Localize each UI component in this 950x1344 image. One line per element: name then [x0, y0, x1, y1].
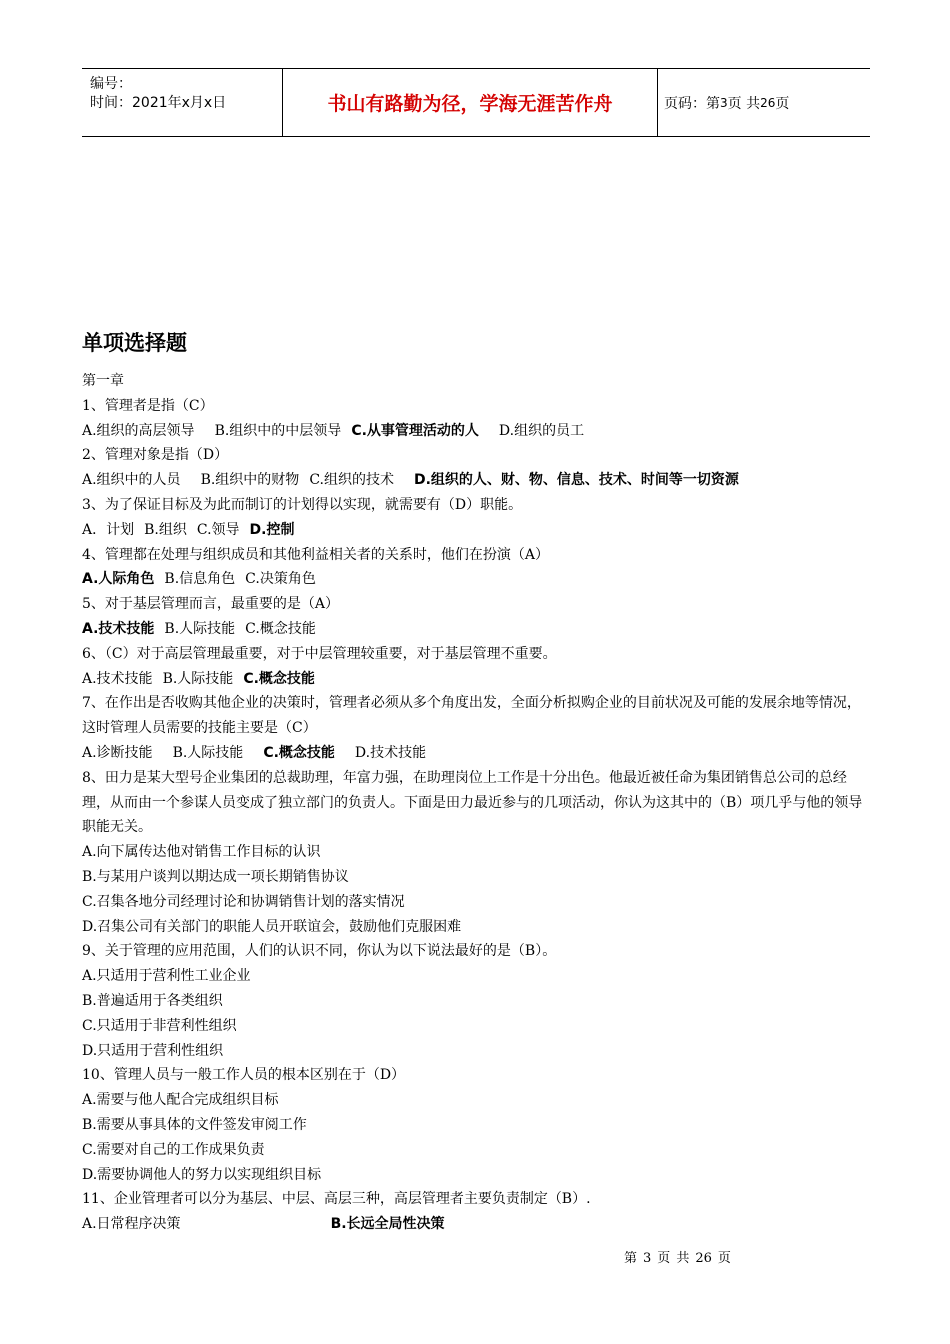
question-10-option-d-answer: D.需要协调他人的努力以实现组织目标 — [82, 1166, 322, 1183]
answer: D.控制 — [249, 521, 295, 538]
answer: C.概念技能 — [263, 744, 335, 761]
question-5-options: A.技术技能 B.人际技能 C.概念技能 — [82, 620, 316, 637]
answer: C.概念技能 — [243, 670, 315, 687]
page-header — [82, 68, 870, 137]
number-label: 编号： — [90, 76, 132, 92]
question-6-stem: 6、（C）对于高层管理最重要，对于中层管理较重要，对于基层管理不重要。 — [82, 645, 557, 662]
answer: A.技术技能 — [82, 620, 155, 637]
question-7-options: A.诊断技能 B.人际技能 C.概念技能 D.技术技能 — [82, 744, 427, 761]
question-1-stem: 1、管理者是指（C） — [82, 397, 214, 414]
question-11-options: A.日常程序决策 B.长远全局性决策 — [82, 1216, 445, 1233]
question-10-option-a: A.需要与他人配合完成组织目标 — [82, 1092, 279, 1109]
page-footer: 第 3 页 共 26 页 — [624, 1251, 731, 1266]
question-9-option-b-answer: B.普遍适用于各类组织 — [82, 992, 223, 1009]
question-8-stem: 8、田力是某大型号企业集团的总裁助理，年富力强，在助理岗位上工作是十分出色。他最近被任命为集团销售总公司的总经理，从而由一个参谋人员变成了独立部门的负责人。下面是田力最近参与的几项活动，你认为这其中的（B）项几乎与他的领导职能无关。 — [82, 769, 863, 836]
question-4-options: A.人际角色 B.信息角色 C.决策角色 — [82, 571, 316, 588]
header-meta — [82, 69, 282, 136]
answer: D.组织的人、财、物、信息、技术、时间等一切资源 — [413, 472, 739, 489]
question-4-stem: 4、管理都在处理与组织成员和其他利益相关者的关系时，他们在扮演（A） — [82, 546, 550, 563]
header-motto: 书山有路勤为径，学海无涯苦作舟 — [282, 69, 658, 136]
question-10-stem: 10、管理人员与一般工作人员的根本区别在于（D） — [82, 1067, 406, 1084]
section-title: 单项选择题 — [82, 331, 187, 355]
question-7-stem: 7、在作出是否收购其他企业的决策时，管理者必须从多个角度出发，全面分析拟购企业的目前状况及可能的发展余地等情况，这时管理人员需要的技能主要是（C） — [82, 695, 861, 737]
question-10-option-b: B.需要从事具体的文件签发审阅工作 — [82, 1116, 307, 1133]
answer: C.从事管理活动的人 — [351, 422, 479, 439]
question-2-options: A.组织中的人员 B.组织中的财物 C.组织的技术 D.组织的人、财、物、信息、技术、时间等一切资源 — [82, 472, 739, 489]
question-10-option-c: C.需要对自己的工作成果负责 — [82, 1141, 265, 1158]
question-9-stem: 9、关于管理的应用范围，人们的认识不同，你认为以下说法最好的是（B）。 — [82, 943, 557, 960]
question-8-option-a: A.向下属传达他对销售工作目标的认识 — [82, 844, 321, 861]
question-8-option-b-answer: B.与某用户谈判以期达成一项长期销售协议 — [82, 868, 349, 885]
question-3-options: A．计划 B.组织 C.领导 D.控制 — [82, 521, 295, 538]
chapter-heading: 第一章 — [82, 373, 124, 389]
header-page-indicator: 页码：第 3 页 共 26 页 — [664, 95, 790, 112]
document-body — [82, 323, 882, 1237]
question-9-option-c: C.只适用于非营利性组织 — [82, 1017, 237, 1034]
answer: A.人际角色 — [82, 571, 155, 588]
question-6-options: A.技术技能 B.人际技能 C.概念技能 — [82, 670, 315, 687]
question-8-option-c: C.召集各地分司经理讨论和协调销售计划的落实情况 — [82, 893, 405, 910]
question-3-stem: 3、为了保证目标及为此而制订的计划得以实现，就需要有（D）职能。 — [82, 496, 523, 513]
time-label: 时间：2021年x月x日 — [90, 95, 227, 111]
question-8-option-d: D.召集公司有关部门的职能人员开联谊会，鼓励他们克服困难 — [82, 918, 462, 935]
question-2-stem: 2、管理对象是指（D） — [82, 447, 229, 464]
question-11-stem: 11、企业管理者可以分为基层、中层、高层三种，高层管理者主要负责制定（B）. — [82, 1191, 591, 1208]
question-5-stem: 5、对于基层管理而言，最重要的是（A） — [82, 596, 340, 613]
answer: B.长远全局性决策 — [330, 1216, 445, 1233]
question-1-options: A.组织的高层领导 B.组织中的中层领导 C.从事管理活动的人 D.组织的员工 — [82, 422, 585, 439]
question-9-option-a: A.只适用于营利性工业企业 — [82, 968, 251, 985]
question-9-option-d: D.只适用于营利性组织 — [82, 1042, 224, 1059]
